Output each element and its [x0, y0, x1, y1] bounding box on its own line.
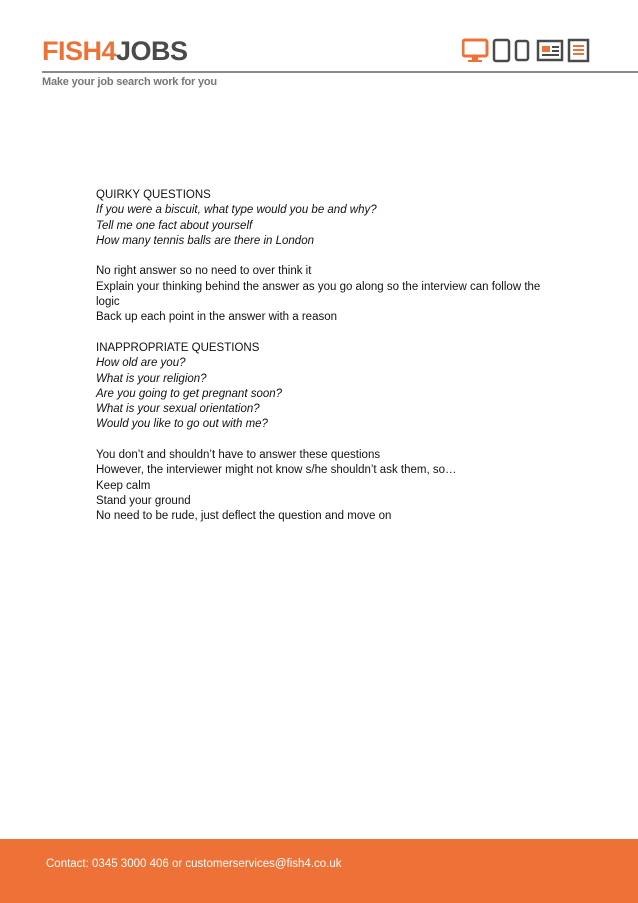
fish4jobs-logo	[42, 36, 188, 66]
inappropriate-advice: Stand your ground	[96, 494, 191, 507]
newspaper-icon	[538, 41, 562, 60]
document-icon	[569, 40, 588, 61]
inappropriate-question: What is your sexual orientation?	[96, 403, 260, 416]
footer-bar	[0, 839, 638, 903]
device-icons	[462, 38, 594, 63]
inappropriate-question: Would you like to go out with me?	[96, 418, 268, 431]
section-heading-quirky: QUIRKY QUESTIONS	[96, 189, 211, 201]
inappropriate-advice: However, the interviewer might not know s/he shouldn’t ask them, so…	[96, 464, 457, 477]
header-divider	[42, 71, 638, 73]
inappropriate-advice: You don’t and shouldn’t have to answer these questions	[96, 449, 381, 462]
footer-contact: Contact: 0345 3000 406 or customerservices@fish4.co.uk	[46, 858, 342, 870]
phone-icon	[516, 41, 528, 60]
inappropriate-question: Are you going to get pregnant soon?	[96, 387, 283, 400]
logo-fish4: FISH4	[42, 36, 117, 66]
inappropriate-question: How old are you?	[96, 357, 186, 370]
document-body	[96, 188, 556, 525]
quirky-advice: Back up each point in the answer with a reason	[96, 311, 338, 324]
quirky-question: If you were a biscuit, what type would you be and why?	[96, 204, 377, 217]
tablet-icon	[494, 40, 509, 61]
desktop-icon	[463, 40, 487, 62]
section-heading-inappropriate: INAPPROPRIATE QUESTIONS	[96, 341, 260, 354]
tagline: Make your job search work for you	[42, 76, 217, 88]
quirky-advice: No right answer so no need to over think it	[96, 265, 312, 278]
inappropriate-question: What is your religion?	[96, 372, 207, 385]
logo-jobs: JOBS	[116, 36, 188, 66]
quirky-question: How many tennis balls are there in London	[96, 234, 314, 247]
quirky-question: Tell me one fact about yourself	[96, 219, 253, 232]
inappropriate-advice: Keep calm	[96, 479, 151, 492]
inappropriate-advice: No need to be rude, just deflect the question and move on	[96, 510, 392, 523]
quirky-advice: Explain your thinking behind the answer as you go along so the interview can follow the logic	[96, 280, 541, 309]
